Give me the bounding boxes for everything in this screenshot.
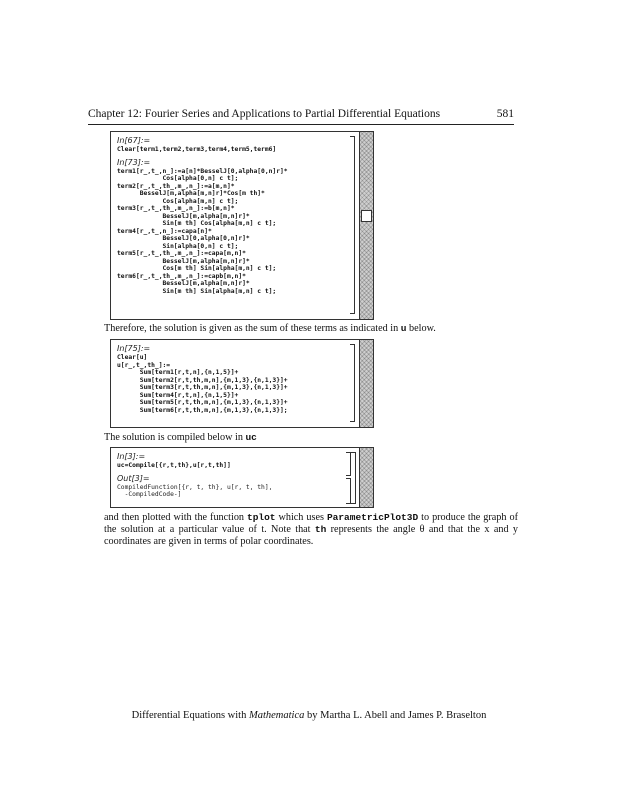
notebook-body <box>111 448 359 507</box>
clear-terms-code: Clear[term1,term2,term3,term4,term5,term6] <box>117 146 277 153</box>
notebook-body <box>111 340 359 427</box>
code-line: Sum[term5[r,t,th,m,n],{m,1,3},{n,1,3}]+ <box>117 399 288 406</box>
notebook-window-compile <box>110 447 374 508</box>
code-line: term2[r_,t_,th_,m_,n_]:=a[m,n]* <box>117 182 235 190</box>
code-line: Cos[alpha[0,n] c t]; <box>117 175 239 182</box>
paragraph-text: below. <box>406 323 436 334</box>
compiled-function-output: CompiledFunction[{r, t, th}, u[r, t, th], <box>117 483 273 491</box>
paragraph-text: and then plotted with the function <box>104 512 247 523</box>
code-line: BesselJ[m,alpha[m,n]r]* <box>117 212 250 220</box>
code-line: Sum[term6[r,t,th,m,n],{m,1,3},{n,1,3}]; <box>117 406 288 414</box>
footer-text: by Martha L. Abell and James P. Braselton <box>304 710 487 721</box>
code-line: Cos[alpha[m,n] c t]; <box>117 197 239 205</box>
code-line: BesselJ[m,alpha[m,n]r]* <box>117 280 250 287</box>
page-number: 581 <box>496 108 514 120</box>
paragraph-text: Therefore, the solution is given as the sum of these terms as indicated in <box>104 323 401 334</box>
input-label-67: In[67]:= <box>117 136 151 145</box>
footer-mathematica: Mathematica <box>248 710 305 721</box>
input-label-3: In[3]:= <box>117 452 146 461</box>
code-line: BesselJ[0,alpha[0,n]r]* <box>117 235 250 242</box>
code-line: BesselJ[m,alpha[m,n]r]*Cos[m th]* <box>117 190 265 197</box>
code-line: Sin[alpha[0,n] c t]; <box>117 242 239 250</box>
code-line: term1[r_,t_,n_]:=a[n]*BesselJ[0,alpha[0,n]r]* <box>117 167 288 175</box>
input-label-73: In[73]:= <box>117 157 151 167</box>
chapter-title: Chapter 12: Fourier Series and Applications to Partial Differential Equations <box>88 108 441 120</box>
code-line: term5[r_,t_,th_,m_,n_]:=capa[m,n]* <box>117 250 246 257</box>
paragraph-text: represents the angle θ and that the x and y coordinates are given in terms of polar coordinates. <box>104 524 519 547</box>
paragraph-text: The solution is compiled below in <box>104 432 246 443</box>
cell-bracket[interactable] <box>350 136 355 314</box>
code-line: term6[r_,t_,th_,m_,n_]:=capb[m,n]* <box>117 272 246 280</box>
paragraph-compiled <box>104 432 518 444</box>
paragraph-plotted <box>104 512 518 548</box>
group-cell-bracket[interactable] <box>351 452 356 504</box>
code-line: Sin[m th] Sin[alpha[m,n] c t]; <box>117 287 277 295</box>
page-footer <box>0 710 618 721</box>
inline-code-u: u <box>400 323 407 334</box>
output-label-3: Out[3]= <box>117 473 150 483</box>
vertical-scrollbar[interactable] <box>359 448 373 507</box>
scrollbar-thumb[interactable] <box>361 210 372 222</box>
paragraph-sum-of-terms <box>104 323 518 335</box>
code-line: term4[r_,t_,n_]:=capa[n]* <box>117 227 212 235</box>
paragraph-text: to produce the graph of the solution at a particular value of t. Note that <box>104 512 518 535</box>
header-rule <box>88 124 514 125</box>
inline-code-tplot: tplot <box>247 512 276 523</box>
term-definitions-code <box>117 168 359 296</box>
running-header <box>88 108 514 124</box>
code-line: Sum[term2[r,t,th,m,n],{m,1,3},{n,1,3}]+ <box>117 376 288 384</box>
code-line: Sin[m th] Cos[alpha[m,n] c t]; <box>117 220 277 227</box>
notebook-window-terms <box>110 131 374 320</box>
code-line: Cos[m th] Sin[alpha[m,n] c t]; <box>117 265 277 272</box>
paragraph-text: which uses <box>275 512 327 523</box>
compiled-function-output: -CompiledCode-] <box>117 491 182 498</box>
code-line: Sum[term4[r,t,n],{n,1,5}]+ <box>117 391 239 399</box>
code-line: Clear[u] <box>117 354 148 361</box>
inline-code-th: th <box>314 524 327 535</box>
inline-code-parametricplot3d: ParametricPlot3D <box>326 512 419 523</box>
notebook-window-sum <box>110 339 374 428</box>
code-line: BesselJ[m,alpha[m,n]r]* <box>117 257 250 265</box>
code-line: term3[r_,t_,th_,m_,n_]:=b[m,n]* <box>117 205 235 212</box>
solution-sum-code <box>117 354 359 414</box>
code-line: Sum[term1[r,t,n],{n,1,5}]+ <box>117 369 239 376</box>
compile-code: uc=Compile[{r,t,th},u[r,t,th]] <box>117 462 231 469</box>
code-line: u[r_,t_,th_]:= <box>117 361 171 369</box>
inline-code-uc: uc <box>245 432 257 443</box>
vertical-scrollbar[interactable] <box>359 340 373 427</box>
footer-text: Differential Equations with <box>131 710 249 721</box>
cell-bracket[interactable] <box>350 344 355 422</box>
input-label-75: In[75]:= <box>117 344 151 353</box>
vertical-scrollbar[interactable] <box>359 132 373 319</box>
code-line: Sum[term3[r,t,th,m,n],{m,1,3},{n,1,3}]+ <box>117 384 288 391</box>
notebook-body <box>111 132 359 319</box>
